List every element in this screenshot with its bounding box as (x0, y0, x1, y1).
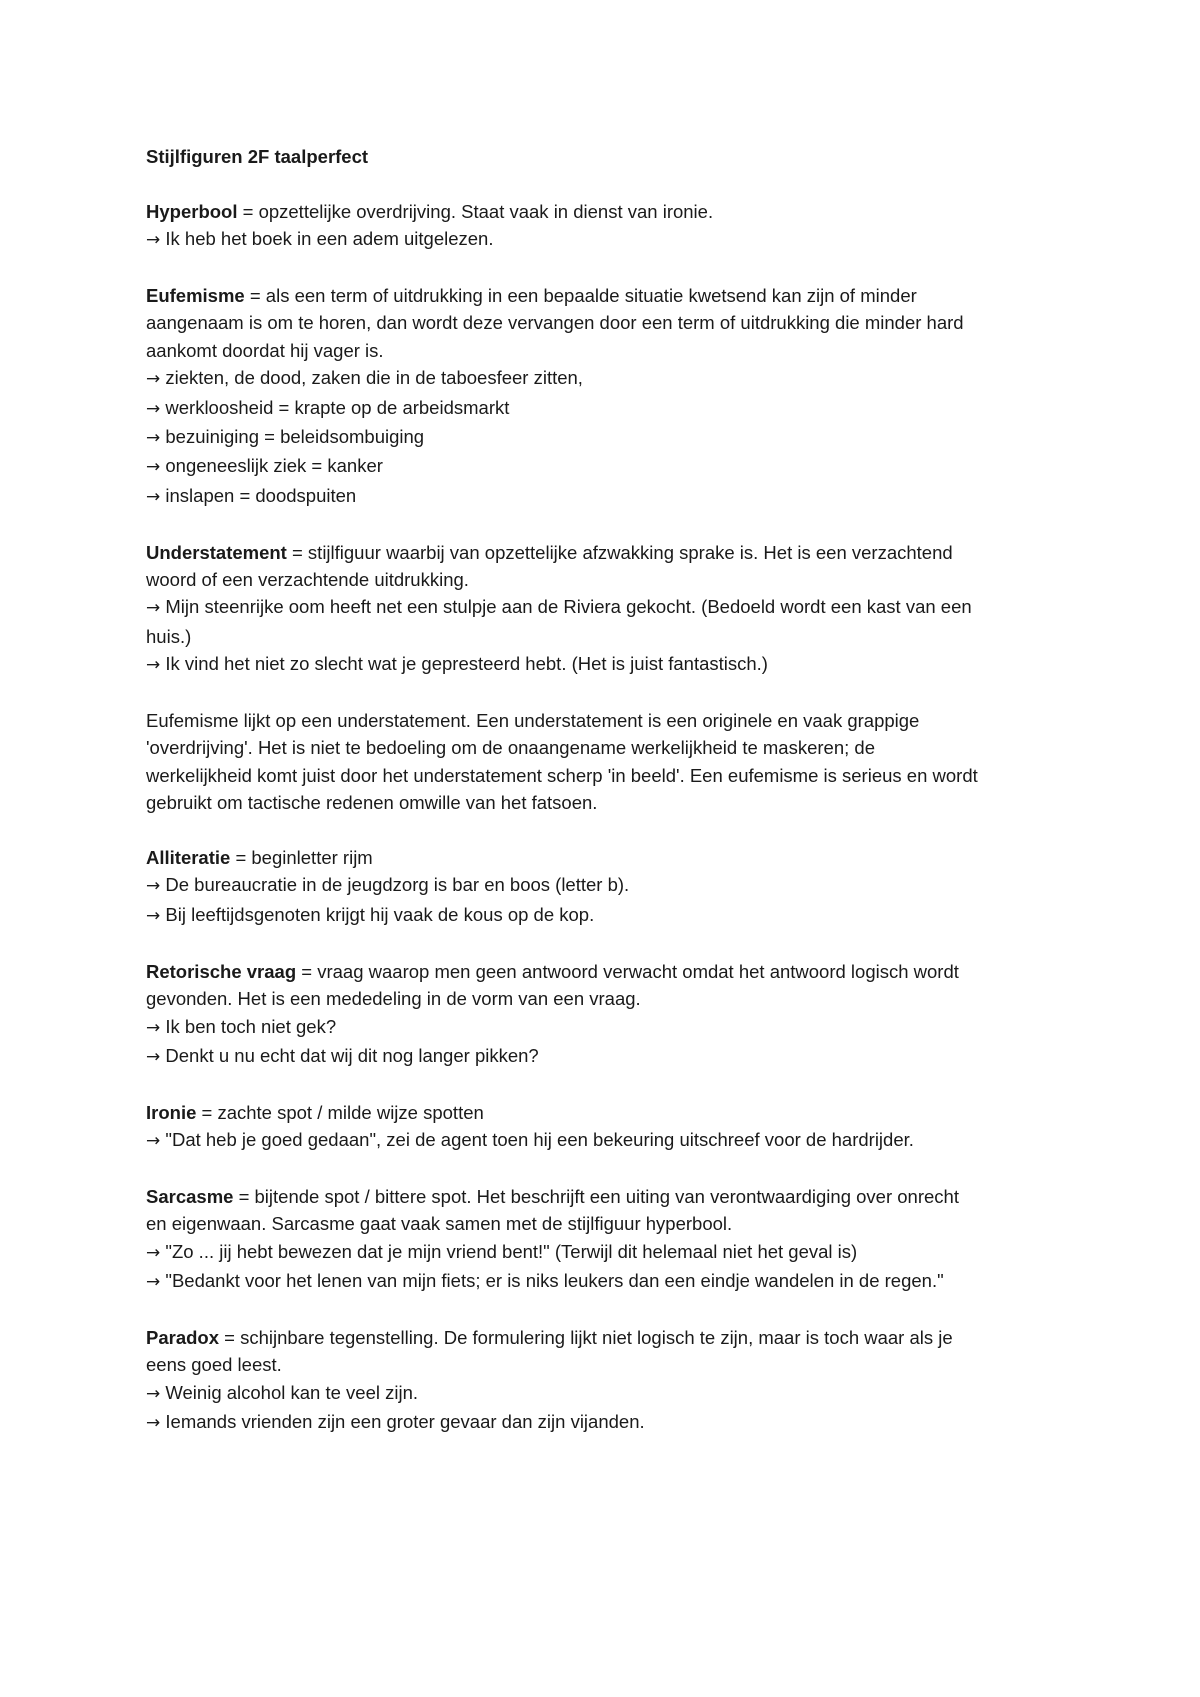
arrow-right-icon: → (146, 369, 161, 390)
arrow-right-icon: → (146, 1017, 161, 1038)
arrow-right-icon: → (146, 1383, 161, 1404)
sections-container (146, 198, 1086, 1438)
arrow-right-icon: → (146, 398, 161, 419)
example-text: Denkt u nu echt dat wij dit nog langer pikken? (160, 1044, 539, 1066)
term-label: Hyperbool (146, 200, 238, 222)
arrow-right-icon: → (146, 598, 161, 619)
definition-text: = beginletter rijm (230, 847, 373, 869)
definition-text: = schijnbare tegenstelling. De formulering lijkt niet logisch te zijn, maar is toch waar als je (219, 1326, 953, 1348)
term-label: Ironie (146, 1101, 197, 1123)
example-text: Ik ben toch niet gek? (160, 1015, 337, 1037)
example-line (146, 225, 1086, 254)
example-text: Weinig alcohol kan te veel zijn. (160, 1381, 419, 1403)
definition-line (146, 1099, 1086, 1126)
example-text: Iemands vrienden zijn een groter gevaar dan zijn vijanden. (160, 1411, 645, 1433)
example-text: ongeneeslijk ziek = kanker (160, 455, 383, 477)
example-line (146, 1013, 1086, 1042)
term-label: Sarcasme (146, 1185, 234, 1207)
definition-line: gebruikt om tactische redenen omwille van het fatsoen. (146, 792, 598, 814)
definition-line: woord of een verzachtende uitdrukking. (146, 569, 469, 591)
definition-text: = opzettelijke overdrijving. Staat vaak in dienst van ironie. (237, 200, 714, 222)
example-text: Ik vind het niet zo slecht wat je gepresteerd hebt. (Het is juist fantastisch.) (160, 653, 768, 675)
definition-line (146, 1324, 1086, 1351)
document-page (146, 143, 1086, 1465)
arrow-right-icon: → (146, 230, 161, 251)
example-line (146, 1238, 1086, 1267)
definition-line: en eigenwaan. Sarcasme gaat vaak samen met de stijlfiguur hyperbool. (146, 1213, 733, 1235)
example-text: inslapen = doodspuiten (160, 484, 357, 506)
arrow-right-icon: → (146, 1131, 161, 1152)
arrow-right-icon: → (146, 1242, 161, 1263)
term-label: Alliteratie (146, 847, 231, 869)
section-alliteratie (146, 844, 1086, 930)
example-text: werkloosheid = krapte op de arbeidsmarkt (160, 396, 510, 418)
definition-line: gevonden. Het is een mededeling in de vorm van een vraag. (146, 988, 641, 1010)
example-line (146, 1267, 1086, 1296)
example-text: "Dat heb je goed gedaan", zei de agent toen hij een bekeuring uitschreef voor de hardrijder. (160, 1129, 914, 1151)
section-understatement (146, 539, 1086, 680)
section-sarcasme (146, 1183, 1086, 1297)
definition-line (146, 198, 1086, 225)
arrow-right-icon: → (146, 486, 161, 507)
example-text: ziekten, de dood, zaken die in de taboesfeer zitten, (160, 367, 583, 389)
arrow-right-icon: → (146, 428, 161, 449)
definition-line: eens goed leest. (146, 1354, 282, 1376)
example-text: "Zo ... jij hebt bewezen dat je mijn vriend bent!" (Terwijl dit helemaal niet het geval is) (160, 1240, 858, 1262)
example-line (146, 423, 1086, 452)
section-vergelijking (146, 707, 1086, 817)
example-line (146, 482, 1086, 511)
term-label: Paradox (146, 1326, 220, 1348)
definition-line: werkelijkheid komt juist door het understatement scherp 'in beeld'. Een eufemisme is serieus en wordt (146, 764, 978, 786)
arrow-right-icon: → (146, 1046, 161, 1067)
example-line (146, 593, 1086, 622)
definition-text: = zachte spot / milde wijze spotten (196, 1101, 484, 1123)
example-text: "Bedankt voor het lenen van mijn fiets; er is niks leukers dan een eindje wandelen in de regen." (160, 1270, 944, 1292)
section-hyperbool (146, 198, 1086, 255)
arrow-right-icon: → (146, 457, 161, 478)
example-line (146, 871, 1086, 900)
term-label: Eufemisme (146, 285, 245, 306)
example-text: bezuiniging = beleidsombuiging (160, 426, 425, 448)
example-text: De bureaucratie in de jeugdzorg is bar en boos (letter b). (160, 874, 630, 896)
definition-text: = bijtende spot / bittere spot. Het beschrijft een uiting van verontwaardiging over onrecht (233, 1185, 959, 1207)
example-line (146, 650, 1086, 679)
section-eufemisme (146, 282, 1086, 511)
definition-line (146, 1183, 1086, 1210)
section-ironie (146, 1099, 1086, 1156)
example-text: Mijn steenrijke oom heeft net een stulpje aan de Riviera gekocht. (Bedoeld wordt een kast van een (160, 596, 972, 618)
example-line (146, 1042, 1086, 1071)
definition-line: 'overdrijving'. Het is niet te bedoeling om de onaangename werkelijkheid te maskeren; de (146, 737, 875, 759)
arrow-right-icon: → (146, 905, 161, 926)
example-line (146, 901, 1086, 930)
definition-line (146, 844, 1086, 871)
definition-text: = stijlfiguur waarbij van opzettelijke afzwakking sprake is. Het is een verzachtend (286, 541, 953, 563)
definition-line (146, 958, 1086, 985)
definition-line: aankomt doordat hij vager is. (146, 339, 384, 361)
term-label: Retorische vraag (146, 960, 297, 982)
example-line (146, 452, 1086, 481)
document-title: Stijlfiguren 2F taalperfect (146, 146, 369, 167)
example-line (146, 1408, 1086, 1437)
example-line: huis.) (146, 625, 192, 647)
arrow-right-icon: → (146, 655, 161, 676)
definition-text: = als een term of uitdrukking in een bepaalde situatie kwetsend kan zijn of minder (244, 285, 917, 306)
example-line (146, 364, 1086, 393)
definition-line: Eufemisme lijkt op een understatement. Een understatement is een originele en vaak grappige (146, 710, 920, 732)
term-label: Understatement (146, 541, 287, 563)
section-paradox (146, 1324, 1086, 1438)
arrow-right-icon: → (146, 876, 161, 897)
arrow-right-icon: → (146, 1413, 161, 1434)
example-line (146, 1126, 1086, 1155)
section-retorische-vraag (146, 958, 1086, 1072)
definition-line (146, 282, 1086, 309)
example-text: Ik heb het boek in een adem uitgelezen. (160, 228, 494, 250)
example-line (146, 394, 1086, 423)
definition-line (146, 539, 1086, 566)
arrow-right-icon: → (146, 1272, 161, 1293)
example-line (146, 1379, 1086, 1408)
example-text: Bij leeftijdsgenoten krijgt hij vaak de kous op de kop. (160, 903, 595, 925)
definition-text: = vraag waarop men geen antwoord verwacht omdat het antwoord logisch wordt (296, 960, 959, 982)
definition-line: aangenaam is om te horen, dan wordt deze vervangen door een term of uitdrukking die minder hard (146, 312, 964, 334)
